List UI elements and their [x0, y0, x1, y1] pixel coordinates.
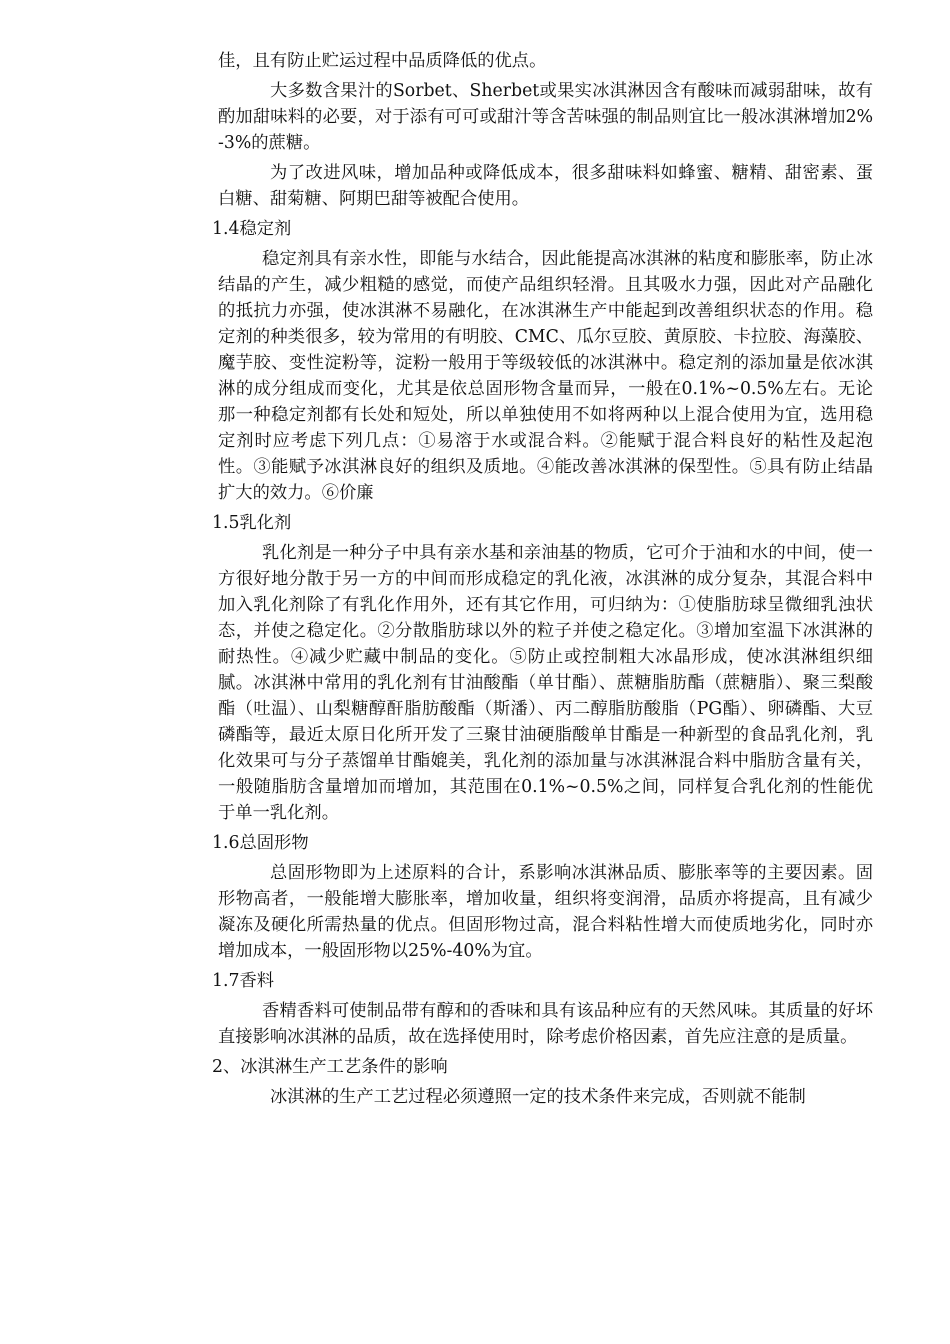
paragraph-flavoring: 香精香料可使制品带有醇和的香味和具有该品种应有的天然风味。其质量的好坏直接影响冰淇淋的品质，故在选择使用时，除考虑价格因素，首先应注意的是质量。	[218, 1001, 873, 1047]
section-heading-process: 2、冰淇淋生产工艺条件的影响	[212, 1057, 448, 1077]
section-heading-emulsifier: 1.5乳化剂	[212, 513, 292, 533]
paragraph-process: 冰淇淋的生产工艺过程必须遵照一定的技术条件来完成，否则就不能制	[270, 1087, 806, 1107]
paragraph-sweetener-sorbet: 大多数含果汁的Sorbet、Sherbet或果实冰淇淋因含有酸味而减弱甜味，故有酌加甜味料的必要，对于添有可可或甜汁等含苦味强的制品则宜比一般冰淇淋增加2%-3%的蔗糖。	[218, 81, 873, 153]
section-heading-stabilizer: 1.4稳定剂	[212, 219, 292, 239]
section-heading-total-solids: 1.6总固形物	[212, 833, 309, 853]
document-page	[212, 48, 873, 1114]
section-heading-flavoring: 1.7香料	[212, 971, 275, 991]
paragraph-sweetener-flavor: 为了改进风味，增加品种或降低成本，很多甜味料如蜂蜜、糖精、甜密素、蛋白糖、甜菊糖、阿期巴甜等被配合使用。	[218, 163, 873, 209]
paragraph-stabilizer: 稳定剂具有亲水性，即能与水结合，因此能提高冰淇淋的粘度和膨胀率，防止冰结晶的产生，减少粗糙的感觉，而使产品组织轻滑。且其吸水力强，因此对产品融化的抵抗力亦强，使冰淇淋不易融化，在冰淇淋生产中能起到改善组织状态的作用。稳定剂的种类很多，较为常用的有明胶、CMC、瓜尔豆胶、黄原胶、卡拉胶、海藻胶、魔芋胶、变性淀粉等，淀粉一般用于等级较低的冰淇淋中。稳定剂的添加量是依冰淇淋的成分组成而变化，尤其是依总固形物含量而异，一般在0.1%~0.5%左右。无论那一种稳定剂都有长处和短处，所以单独使用不如将两种以上混合使用为宜，选用稳定剂时应考虑下列几点：①易溶于水或混合料。②能赋于混合料良好的粘性及起泡性。③能赋予冰淇淋良好的组织及质地。④能改善冰淇淋的保型性。⑤具有防止结晶扩大的效力。⑥价廉	[218, 249, 873, 503]
paragraph-continuation: 佳，且有防止贮运过程中品质降低的优点。	[218, 51, 547, 71]
paragraph-emulsifier: 乳化剂是一种分子中具有亲水基和亲油基的物质，它可介于油和水的中间，使一方很好地分散于另一方的中间而形成稳定的乳化液，冰淇淋的成分复杂，其混合料中加入乳化剂除了有乳化作用外，还有其它作用，可归纳为：①使脂肪球呈微细乳浊状态，并使之稳定化。②分散脂肪球以外的粒子并使之稳定化。③增加室温下冰淇淋的耐热性。④减少贮藏中制品的变化。⑤防止或控制粗大冰晶形成，使冰淇淋组织细腻。冰淇淋中常用的乳化剂有甘油酸酯（单甘酯）、蔗糖脂肪酯（蔗糖脂）、聚三梨酸酯（吐温）、山梨糖醇酐脂肪酸酯（斯潘）、丙二醇脂肪酸脂（PG酯）、卵磷酯、大豆磷酯等，最近太原日化所开发了三聚甘油硬脂酸单甘酯是一种新型的食品乳化剂，乳化效果可与分子蒸馏单甘酯媲美，乳化剂的添加量与冰淇淋混合料中脂肪含量有关，一般随脂肪含量增加而增加，其范围在0.1%~0.5%之间，同样复合乳化剂的性能优于单一乳化剂。	[218, 543, 873, 823]
paragraph-total-solids: 总固形物即为上述原料的合计，系影响冰淇淋品质、膨胀率等的主要因素。固形物高者，一般能增大膨胀率，增加收量，组织将变润滑，品质亦将提高，且有减少凝冻及硬化所需热量的优点。但固形物过高，混合料粘性增大而使质地劣化，同时亦增加成本，一般固形物以25%-40%为宜。	[218, 863, 873, 961]
